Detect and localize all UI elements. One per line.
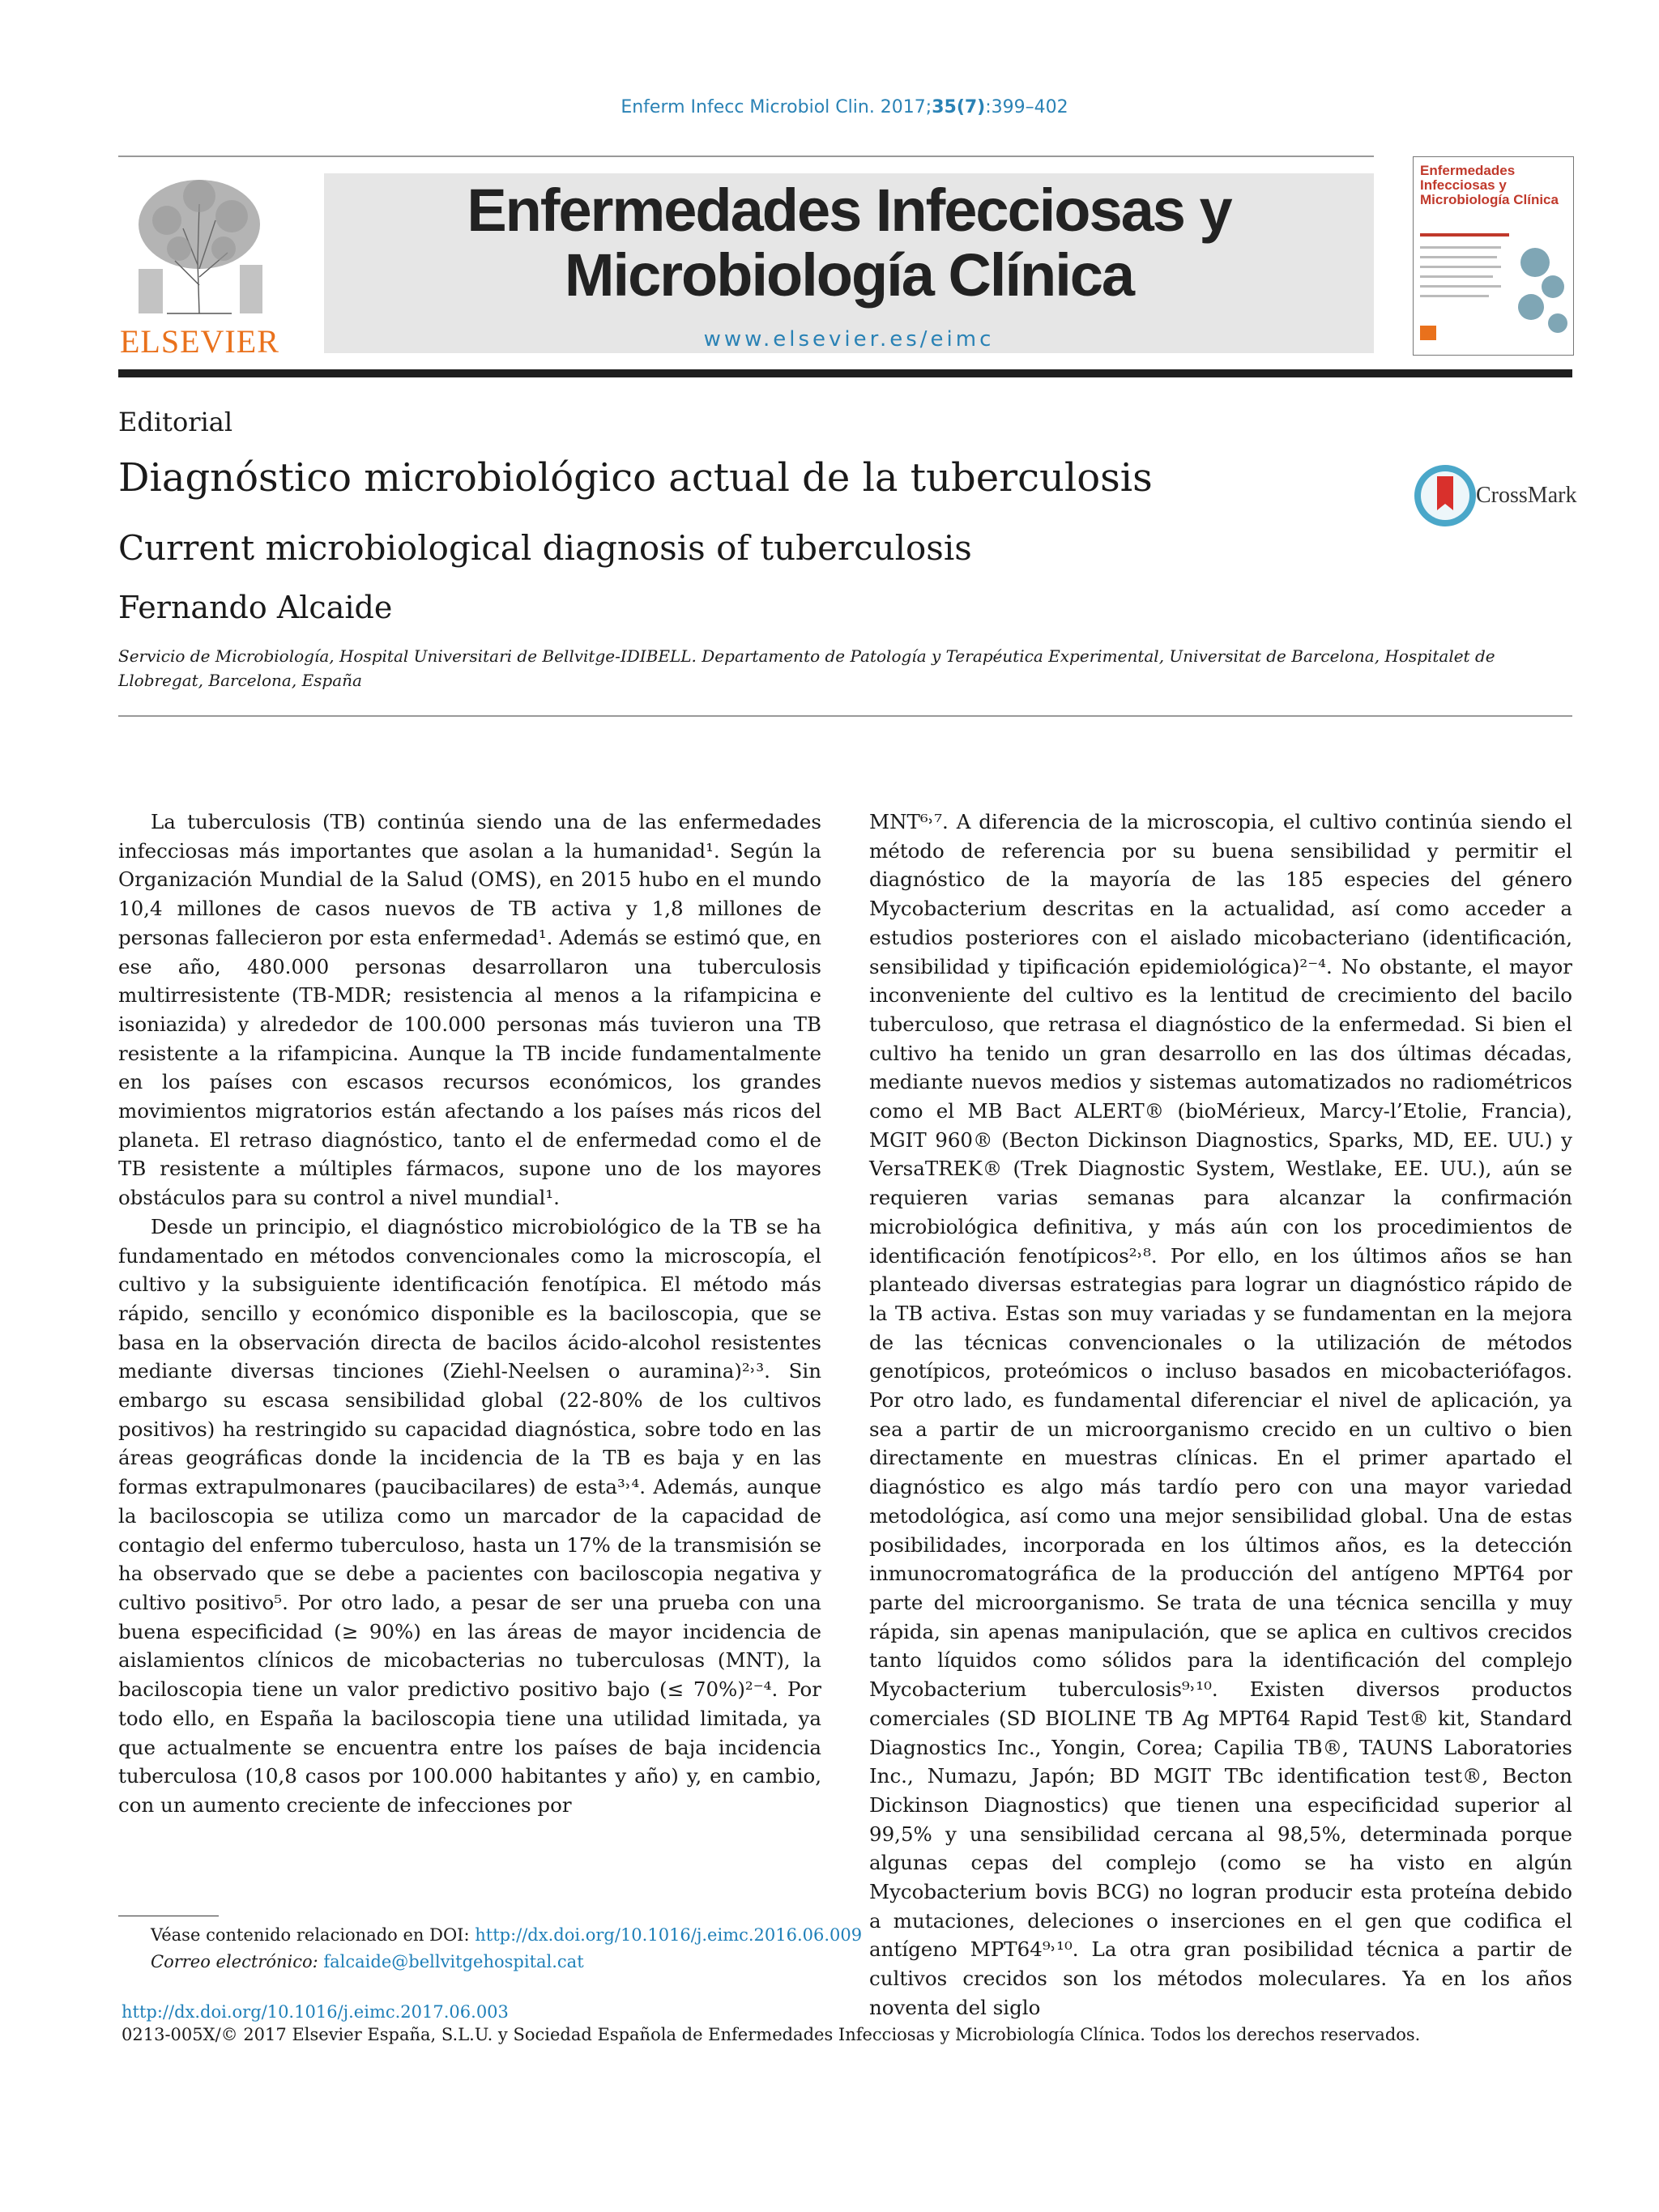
cover-artwork-icon [1414,230,1573,352]
journal-cover-thumbnail [1413,156,1574,356]
email-footnote [151,1952,880,1971]
article-title-english: Current microbiological diagnosis of tuberculosis [118,528,972,568]
email-label: Correo electrónico: [151,1952,324,1971]
author-affiliation: Servicio de Microbiología, Hospital Universitari de Bellvitge-IDIBELL. Departamento de Patología y Terapéutica Experimental, Universitat de Barcelona, Hospitalet de Llobregat, Barcelona, España [118,646,1495,690]
journal-citation [0,97,1659,117]
article-section-label: Editorial [118,407,233,437]
related-content-label: Véase contenido relacionado en DOI: [151,1925,476,1945]
elsevier-wordmark: ELSEVIER [120,323,279,360]
crossmark-label[interactable]: CrossMark [1476,483,1577,508]
journal-title-line1: Enfermedades Infecciosas y [467,177,1231,244]
author-email-link[interactable]: falcaide@bellvitgehospital.cat [323,1952,584,1971]
article-author[interactable]: Fernando Alcaide [118,590,393,625]
cover-title: Enfermedades Infecciosas y Microbiología Clínica [1420,163,1559,207]
citation-pages: :399–402 [985,97,1068,117]
article-doi-link[interactable]: http://dx.doi.org/10.1016/j.eimc.2017.06.003 [122,2002,509,2022]
related-content-footnote [151,1925,880,1945]
related-doi-link[interactable]: http://dx.doi.org/10.1016/j.eimc.2016.06.009 [475,1925,863,1945]
copyright-notice: 0213-005X/© 2017 Elsevier España, S.L.U. y Sociedad Española de Enfermedades Infecciosas y Microbiología Clínica. Todos los derechos reservados. [122,2025,1421,2044]
journal-title-line2: Microbiología Clínica [564,241,1134,309]
body-paragraph: Desde un principio, el diagnóstico microbiológico de la TB se ha fundamentado en métodos convencionales como la microscopía, el cultivo y la subsiguiente identificación fenotípica. El método más rápido, sencillo y económico disponible es la baciloscopia, que se basa en la observación directa de bacilos ácido-alcohol resistentes mediante diversas tinciones (Ziehl-Neelsen o auramina)²˒³. Sin embargo su escasa sensibilidad global (22-80% de los cultivos positivos) ha restringido su capacidad diagnóstica, sobre todo en las áreas geográficas donde la incidencia de la TB es baja y en las formas extrapulmonares (paucibacilares) de esta³˒⁴. Además, aunque la baciloscopia se utiliza como un marcador de la capacidad de contagio del enfermo tuberculoso, hasta un 17% de la transmisión se ha observado que se debe a pacientes con baciloscopia negativa y cultivo positivo⁵. Por otro lado, a pesar de ser una prueba con una buena especificidad (≥ 90%) en las áreas de mayor incidencia de aislamientos clínicos de micobacterias no tuberculosas (MNT), la baciloscopia tiene un valor predictivo positivo bajo (≤ 70%)²⁻⁴. Por todo ello, en España la baciloscopia tiene una utilidad limitada, ya que actualmente se encuentra entre los países de baja incidencia tuberculosa (10,8 casos por 100.000 habitantes y año) y, en cambio, con un aumento creciente de infecciones por [118,1214,821,1817]
journal-masthead [324,173,1374,353]
masthead-bottom-rule [118,369,1572,377]
citation-volume: 35(7) [932,97,986,117]
body-column-right [869,808,1572,2019]
citation-prefix: Enferm Infecc Microbiol Clin. 2017; [621,97,932,117]
journal-title [324,173,1374,308]
body-column-left [118,808,821,1820]
article-title-spanish: Diagnóstico microbiológico actual de la tuberculosis [118,455,1153,501]
meta-bottom-rule [118,715,1572,717]
header-rule [118,156,1374,157]
body-paragraph: La tuberculosis (TB) continúa siendo una de las enfermedades infecciosas más importantes que asolan a la humanidad¹. Según la Organización Mundial de la Salud (OMS), en 2015 hubo en el mundo 10,4 millones de casos nuevos de TB activa y 1,8 millones de personas fallecieron por esta enfermedad¹. Además se estimó que, en ese año, 480.000 personas desarrollaron una tuberculosis multirresistente (TB-MDR; resistencia al menos a la rifampicina e isoniazida) y alrededor de 100.000 personas más tuvieron una TB resistente a la rifampicina. Aunque la TB incide fundamentalmente en los países con escasos recursos económicos, los grandes movimientos migratorios están afectando a los países más ricos del planeta. El retraso diagnóstico, tanto el de enfermedad como el de TB resistente a múltiples fármacos, supone uno de los mayores obstáculos para su control a nivel mundial¹. [118,810,821,1210]
body-paragraph: MNT⁶˒⁷. A diferencia de la microscopia, el cultivo continúa siendo el método de referencia por su buena sensibilidad y permitir el diagnóstico de la mayoría de las 185 especies del género Mycobacterium descritas en la actualidad, así como acceder a estudios posteriores con el aislado micobacteriano (identificación, sensibilidad y tipificación epidemiológica)²⁻⁴. No obstante, el mayor inconveniente del cultivo es la lentitud de crecimiento del bacilo tuberculoso, que retrasa el diagnóstico de la enfermedad. Si bien el cultivo ha tenido un gran desarrollo en las dos últimas décadas, mediante nuevos medios y sistemas automatizados no radiométricos como el MB Bact ALERT® (bioMérieux, Marcy-l’Etolie, Francia), MGIT 960® (Becton Dickinson Diagnostics, Sparks, MD, EE. UU.) y VersaTREK® (Trek Diagnostic System, Westlake, EE. UU.), aún se requieren varias semanas para alcanzar la confirmación microbiológica definitiva, y más aún con los procedimientos de identificación fenotípicos²˒⁸. Por ello, en los últimos años se han planteado diversas estrategias para lograr un diagnóstico rápido de la TB activa. Estas son muy variadas y se fundamentan en la mejora de las técnicas convencionales o la utilización de métodos genotípicos, proteómicos o incluso basados en micobacteriófagos. Por otro lado, es fundamental diferenciar el nivel de aplicación, ya sea a partir de un microorganismo crecido en un cultivo o bien directamente en muestras clínicas. En el primer apartado el diagnóstico es algo más tardío pero con una mayor variedad metodológica, así como una mejor sensibilidad global. Una de estas posibilidades, incorporada en los últimos años, es la detección inmunocromatográfica de la producción del antígeno MPT64 por parte del microorganismo. Se trata de una técnica sencilla y muy rápida, sin apenas manipulación, que se aplica en cultivos crecidos tanto líquidos como sólidos para la identificación del complejo Mycobacterium tuberculosis⁹˒¹⁰. Existen diversos productos comerciales (SD BIOLINE TB Ag MPT64 Rapid Test® kit, Standard Diagnostics Inc., Yongin, Corea; Capilia TB®, TAUNS Laboratories Inc., Numazu, Japón; BD MGIT TBc identification test®, Becton Dickinson Diagnostics) que tienen una especificidad superior al 99,5% y una sensibilidad cercana al 98,5%, determinada porque algunas cepas del complejo (como se ha visto en algún Mycobacterium bovis BCG) no logran producir esta proteína debido a mutaciones, deleciones o inserciones en el gen que codifica el antígeno MPT64⁹˒¹⁰. La otra gran posibilidad técnica a partir de cultivos crecidos son los métodos moleculares. Ya en los años noventa del siglo [869,810,1572,2019]
journal-url-link[interactable]: www.elsevier.es/eimc [703,327,995,352]
